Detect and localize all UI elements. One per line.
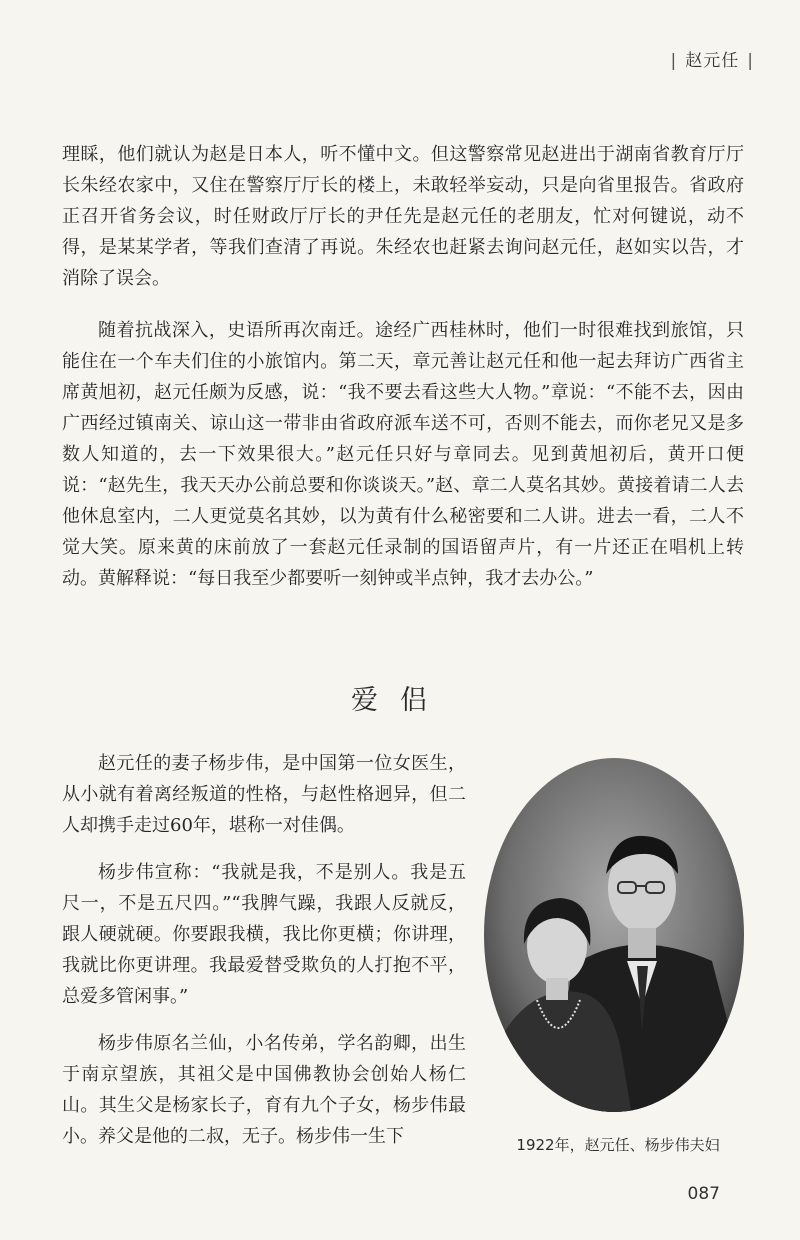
portrait-illustration [482, 756, 746, 1114]
running-head-bar-right: | [747, 51, 754, 71]
couple-portrait-photo [482, 756, 746, 1114]
column-paragraph-2: 杨步伟宣称：“我就是我，不是别人。我是五尺一，不是五尺四。”“我脾气躁，我跟人反就反，跟人硬就硬。你要跟我横，我比你更横；你讲理，我就比你更讲理。我最爱替受欺负的人打抱不平，总爱多管闲事。” [62, 862, 466, 1007]
section-title: 爱侣 [351, 685, 449, 716]
photo-caption: 1922年，赵元任、杨步伟夫妇 [516, 1136, 720, 1154]
body-paragraph-1: 理睬，他们就认为赵是日本人，听不懂中文。但这警察常见赵进出于湖南省教育厅厅长朱经农家中，又住在警察厅厅长的楼上，未敢轻举妄动，只是向省里报告。省政府正召开省务会议，时任财政厅厅长的尹任先是赵元任的老朋友，忙对何键说，动不得，是某某学者，等我们查清了再说。朱经农也赶紧去询问赵元任，赵如实以告，才消除了误会。 [62, 144, 744, 289]
page-number: 087 [687, 1184, 720, 1204]
running-head [663, 46, 762, 71]
body-paragraph-2: 随着抗战深入，史语所再次南迁。途经广西桂林时，他们一时很难找到旅馆，只能住在一个车夫们住的小旅馆内。第二天，章元善让赵元任和他一起去拜访广西省主席黄旭初，赵元任颇为反感，说：“我不要去看这些大人物。”章说：“不能不去，因由广西经过镇南关、谅山这一带非由省政府派车送不可，否则不能去，而你老兄又是多数人知道的，去一下效果很大。”赵元任只好与章同去。见到黄旭初后，黄开口便说：“赵先生，我天天办公前总要和你谈谈天。”赵、章二人莫名其妙。黄接着请二人去他休息室内，二人更觉莫名其妙，以为黄有什么秘密要和二人讲。进去一看，二人不觉大笑。原来黄的床前放了一套赵元任录制的国语留声片，有一片还正在唱机上转动。黄解释说：“每日我至少都要听一刻钟或半点钟，我才去办公。” [62, 320, 744, 589]
running-head-bar-left: | [670, 51, 678, 71]
column-paragraph-3: 杨步伟原名兰仙，小名传弟，学名韵卿，出生于南京望族，其祖父是中国佛教协会创始人杨仁山。其生父是杨家长子，育有九个子女，杨步伟最小。养父是他的二叔，无子。杨步伟一生下 [62, 1033, 466, 1147]
column-paragraph-1: 赵元任的妻子杨步伟，是中国第一位女医生，从小就有着离经叛道的性格，与赵性格迥异，但二人却携手走过60年，堪称一对佳偶。 [62, 753, 466, 836]
running-head-title: 赵元任 [685, 51, 740, 71]
